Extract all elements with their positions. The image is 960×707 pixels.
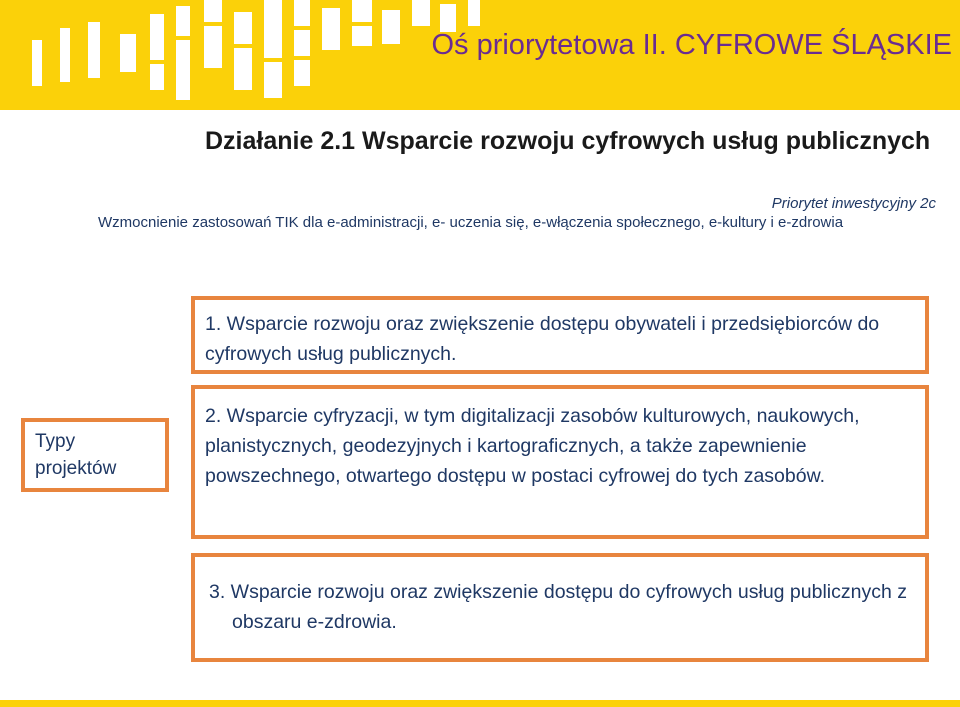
priority-description: Wzmocnienie zastosowań TIK dla e-administracji, e- uczenia się, e-włączenia społecznego, e-kultury i e-zdrowia bbox=[98, 214, 844, 231]
footer-bar bbox=[0, 700, 960, 707]
project-type-1-text: 1. Wsparcie rozwoju oraz zwiększenie dostępu obywateli i przedsiębiorców do cyfrowych usług publicznych. bbox=[205, 313, 880, 365]
topic-title: Oś priorytetowa II. CYFROWE ŚLĄSKIE bbox=[431, 29, 952, 61]
project-type-2-box bbox=[191, 385, 929, 539]
project-type-1-box bbox=[191, 296, 929, 374]
project-type-2-text: 2. Wsparcie cyfryzacji, w tym digitalizacji zasobów kulturowych, naukowych, planistycznych, geodezyjnych i kartograficznych, a także zapewnienie powszechnego, otwartego dostępu w postaci cyfrowej do tych zasobów. bbox=[205, 405, 860, 487]
priority-label: Priorytet inwestycyjny 2c bbox=[771, 195, 936, 212]
project-type-3-text: 3. Wsparcie rozwoju oraz zwiększenie dostępu do cyfrowych usług publicznych z obszaru e-zdrowia. bbox=[209, 581, 907, 633]
project-types-label: Typy projektów bbox=[35, 431, 117, 479]
header-banner bbox=[0, 0, 960, 110]
action-title: Działanie 2.1 Wsparcie rozwoju cyfrowych usług publicznych bbox=[205, 127, 931, 155]
project-type-3-box bbox=[191, 553, 929, 662]
project-types-box bbox=[21, 418, 169, 492]
